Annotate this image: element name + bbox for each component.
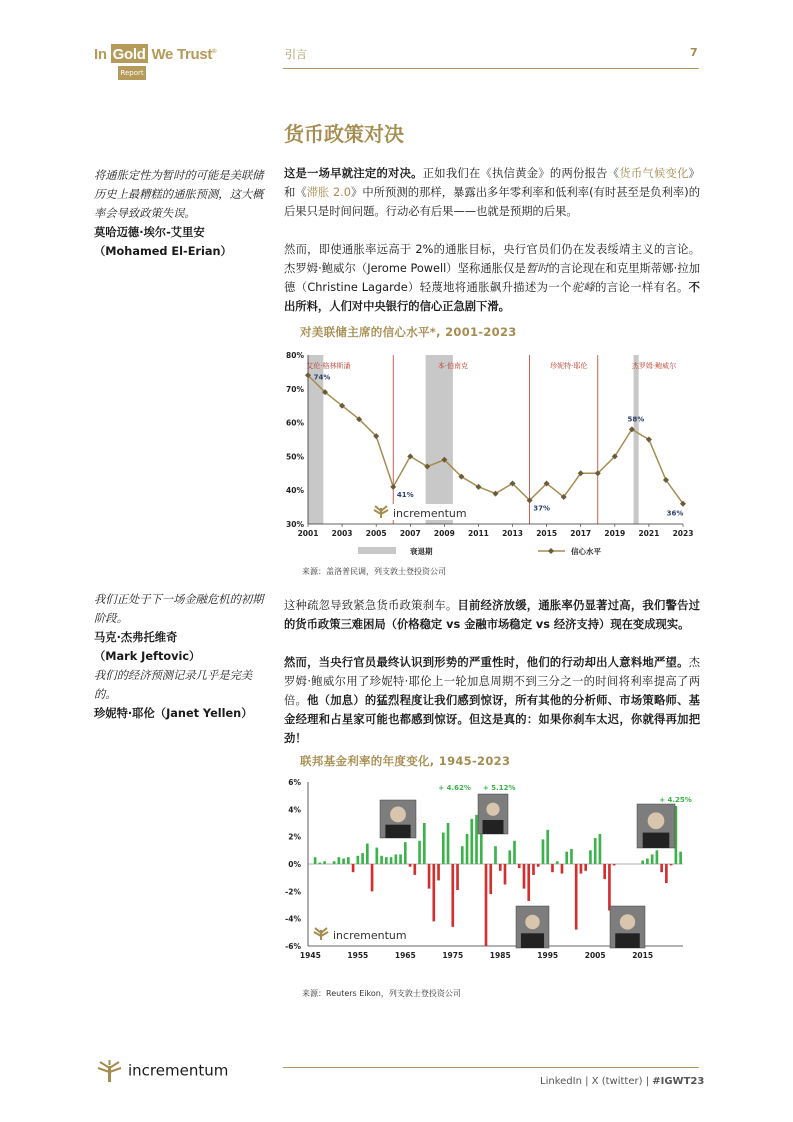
- p2-text-2: 的言论现在和克里斯蒂娜·拉加德（Christine Lagarde）轻蔑地将通胀飙升描述为一个: [284, 262, 700, 294]
- data-label: + 4.62%: [438, 784, 471, 792]
- x-tick-label: 2001: [297, 529, 319, 538]
- p4-bold-2: 他（加息）的猛烈程度让我们感到惊讶，所有其他的分析师、市场策略师、基金经理和占星家可能也都感到惊讶。但这是真的：如果你刹车太迟，你就得再加把劲！: [284, 694, 700, 745]
- recession-band: [634, 355, 639, 524]
- portrait-suit: [643, 833, 670, 848]
- bar: [333, 861, 336, 864]
- chart2-source: 来源：Reuters Eikon，列支敦士登投资公司: [302, 989, 461, 998]
- header-divider: [283, 68, 699, 69]
- x-tick-label: 2017: [570, 529, 592, 538]
- quote-author: 莫哈迈德·埃尔-艾里安: [94, 226, 205, 239]
- chair-name-label: 艾伦·格林斯潘: [306, 362, 351, 370]
- y-tick-label: 50%: [286, 452, 304, 462]
- data-label: 58%: [627, 415, 645, 424]
- y-tick-label: 40%: [286, 486, 304, 496]
- portrait-suit: [521, 933, 544, 948]
- y-tick-label: 0%: [288, 860, 301, 869]
- twitter-link[interactable]: X (twitter): [591, 1076, 643, 1087]
- bar: [485, 864, 488, 946]
- portrait-face: [648, 812, 665, 829]
- bar: [613, 864, 616, 865]
- logo-registered: ®: [212, 49, 217, 55]
- x-tick-label: 1955: [347, 951, 369, 960]
- bar: [570, 849, 573, 864]
- incrementum-tree-icon: [96, 1060, 124, 1082]
- y-tick-label: -2%: [285, 887, 301, 897]
- incrementum-watermark-text: incrementum: [333, 929, 407, 942]
- bar: [470, 819, 473, 864]
- fed-funds-chart: [283, 773, 703, 968]
- p3-text-1: 这种疏忽导致紧急货币政策刹车。: [284, 599, 458, 612]
- bar: [404, 842, 407, 864]
- x-tick-label: 2021: [638, 529, 660, 538]
- bar: [670, 864, 673, 865]
- p4-bold-1: 然而，当央行官员最终认识到形势的严重性时，他们的行动却出人意料地严望。: [284, 656, 689, 669]
- bar: [394, 854, 397, 864]
- x-tick-label: 2007: [399, 529, 421, 538]
- bar: [342, 859, 345, 864]
- portrait-face: [525, 915, 540, 930]
- y-tick-label: -4%: [285, 914, 301, 924]
- bar: [461, 846, 464, 864]
- sidebar-quote-1: [94, 166, 266, 261]
- bar: [494, 846, 497, 864]
- bar: [347, 857, 350, 864]
- bar: [499, 864, 502, 871]
- logo-report-label: Report: [118, 66, 146, 80]
- logo-word-gold: Gold: [112, 46, 146, 63]
- data-label: 74%: [313, 373, 331, 382]
- bar: [546, 830, 549, 864]
- bar: [660, 864, 663, 872]
- bar: [319, 863, 322, 864]
- data-label: + 4.25%: [659, 796, 692, 804]
- bar: [504, 864, 507, 885]
- link-monetary-climate-change[interactable]: 货币气候变化: [619, 167, 689, 180]
- y-tick-label: 6%: [288, 778, 301, 787]
- portrait-suit: [615, 933, 640, 948]
- bar: [385, 857, 388, 864]
- incrementum-watermark: [373, 504, 483, 520]
- p1-text-3: 》中所预测的那样，暴露出多年零利率和低利率(有时甚至是负利率)的后果只是时间问题。行动必有后果——也就是预期的后果。: [284, 186, 700, 218]
- legend-confidence-label: 信心水平: [571, 547, 601, 556]
- y-tick-label: 80%: [286, 351, 304, 360]
- link-stagflation-2[interactable]: 滞胀 2.0: [306, 186, 351, 199]
- chart1-source: 来源：盖洛普民调，列支敦士登投资公司: [302, 567, 446, 576]
- bar: [513, 841, 516, 864]
- bar: [418, 841, 421, 864]
- bar: [527, 864, 530, 901]
- bar: [413, 864, 416, 875]
- bar: [561, 864, 564, 874]
- bar: [409, 864, 412, 867]
- quote-author-en: （Mohamed El-Erian）: [94, 245, 232, 258]
- footer-links: [540, 1076, 704, 1087]
- p2-text-1: 然而，即使通胀率远高于 2%的通胀目标，央行官员们仍在发表绥靖主义的言论。杰罗姆·鲍威尔（Jerome Powell）坚称通胀仅是: [284, 243, 700, 275]
- x-tick-label: 2023: [672, 529, 694, 538]
- x-tick-label: 2015: [632, 951, 654, 960]
- x-tick-label: 1975: [442, 951, 464, 960]
- bar: [323, 861, 326, 864]
- chart1-title: 对美联储主席的信心水平*, 2001-2023: [300, 325, 517, 339]
- paragraph-2: [284, 240, 700, 316]
- sidebar-quote-2: [94, 590, 266, 723]
- x-tick-label: 2019: [604, 529, 626, 538]
- y-tick-label: 60%: [286, 418, 304, 428]
- bar: [518, 864, 521, 868]
- bar: [551, 864, 554, 872]
- data-label: 41%: [396, 490, 414, 499]
- bar: [603, 864, 606, 879]
- bar: [651, 854, 654, 864]
- bar: [665, 864, 668, 883]
- bar: [575, 864, 578, 930]
- confidence-chart: [283, 344, 703, 564]
- bar: [423, 823, 426, 864]
- paragraph-1: [284, 164, 700, 221]
- y-tick-label: 4%: [288, 805, 301, 815]
- chair-name-label: 杰罗姆·鲍威尔: [631, 362, 677, 370]
- bar: [537, 864, 540, 867]
- bar: [565, 852, 568, 864]
- bar: [466, 834, 469, 864]
- x-tick-label: 2015: [536, 529, 558, 538]
- bar: [390, 857, 393, 864]
- bar: [589, 850, 592, 864]
- quote-text-jeftovic: 我们正处于下一场金融危机的初期阶段。: [94, 593, 264, 625]
- x-tick-label: 2003: [331, 529, 353, 538]
- x-tick-label: 1945: [299, 951, 321, 960]
- portrait-face: [486, 803, 499, 816]
- recession-band: [426, 355, 453, 524]
- footer-sep-1: |: [585, 1076, 589, 1087]
- bar: [371, 864, 374, 891]
- y-tick-label: 30%: [286, 520, 304, 529]
- bar: [489, 864, 492, 894]
- linkedin-link[interactable]: LinkedIn: [540, 1076, 582, 1087]
- bar: [594, 838, 597, 864]
- quote-text: 将通胀定性为暂时的可能是美联储历史上最糟糕的通胀预测，这大概率会导致政策失误。: [94, 169, 264, 220]
- p2-italic-1: 暂时: [525, 262, 549, 275]
- data-point: [390, 484, 396, 490]
- bar: [542, 839, 545, 864]
- p2-italic-2: 驼峰: [571, 281, 596, 294]
- chair-name-label: 本·伯南克: [437, 362, 469, 370]
- y-tick-label: 70%: [286, 384, 304, 394]
- hashtag-link[interactable]: #IGWT23: [652, 1076, 705, 1087]
- p2-text-3: 的言论一样有名。: [595, 281, 689, 294]
- x-tick-label: 2013: [502, 529, 523, 538]
- bar: [599, 834, 602, 864]
- quote-text-yellen: 我们的经济预测记录几乎是完美的。: [94, 669, 253, 701]
- bar: [456, 864, 459, 890]
- data-label: 36%: [666, 509, 684, 518]
- data-label: 37%: [533, 504, 550, 513]
- x-tick-label: 2005: [365, 529, 387, 538]
- x-tick-label: 2011: [468, 529, 489, 538]
- incrementum-watermark-text: incrementum: [393, 507, 467, 520]
- p3-bold: 目前经济放缓，通胀率仍显著过高，我们警告过的货币政策三难困局（价格稳定 vs 金融市场稳定 vs 经济支持）现在变成现实。: [284, 599, 700, 631]
- x-tick-label: 2009: [433, 529, 455, 538]
- bar: [580, 864, 583, 874]
- bar: [357, 856, 360, 864]
- quote-author-jeftovic-en: （Mark Jeftovic）: [94, 650, 201, 663]
- portrait-suit: [483, 820, 504, 834]
- paragraph-3: [284, 596, 700, 634]
- bar: [314, 857, 317, 864]
- data-label: + 5.12%: [482, 784, 516, 792]
- bar: [399, 854, 402, 864]
- bar: [432, 864, 435, 921]
- bar: [451, 864, 454, 927]
- page-title: 货币政策对决: [284, 122, 404, 146]
- bar: [532, 864, 535, 875]
- quote-author-yellen: 珍妮特·耶伦（Janet Yellen）: [94, 707, 253, 720]
- footer-brand-text: incrementum: [128, 1061, 229, 1080]
- section-name: 引言: [285, 48, 307, 61]
- bar: [366, 844, 369, 865]
- page-number: 7: [690, 46, 698, 59]
- bar: [523, 864, 526, 889]
- bar: [352, 864, 355, 872]
- bar: [380, 856, 383, 864]
- footer-divider: [283, 1067, 699, 1068]
- logo-word-in: In: [94, 46, 107, 63]
- p1-text-1: 正如我们在《执信黄金》的两份报告《: [422, 167, 620, 180]
- bar: [584, 864, 587, 871]
- bar: [679, 852, 682, 864]
- confidence-line: [308, 375, 683, 503]
- bar: [447, 823, 450, 864]
- incrementum-watermark: [313, 926, 423, 942]
- bar: [556, 861, 559, 864]
- bar: [508, 850, 511, 864]
- p2-bold: 不出所料，人们对中央银行的信心正急剧下滑。: [284, 281, 700, 313]
- bar: [442, 833, 445, 864]
- chart2-title: 联邦基金利率的年度变化, 1945-2023: [300, 754, 511, 768]
- portrait-face: [390, 807, 406, 823]
- portrait-face: [620, 914, 635, 929]
- x-tick-label: 2005: [584, 951, 606, 960]
- legend-confidence-marker: [548, 548, 554, 554]
- bar: [361, 853, 364, 864]
- bar: [376, 848, 379, 864]
- bar: [475, 815, 478, 864]
- y-tick-label: -6%: [285, 942, 301, 951]
- p1-text-2: 》和《: [284, 167, 700, 199]
- bar: [338, 857, 341, 864]
- footer-sep-2: |: [645, 1076, 650, 1087]
- bar: [608, 864, 611, 910]
- logo-word-we-trust: We Trust: [151, 46, 213, 63]
- bar: [646, 859, 649, 864]
- chair-name-label: 珍妮特·耶伦: [550, 362, 588, 370]
- legend-recession-label: 衰退期: [410, 547, 433, 556]
- p4-text-1: 杰罗姆·鲍威尔用了珍妮特·耶伦上一轮加息周期不到三分之一的时间将利率提高了两倍。: [284, 656, 700, 707]
- x-tick-label: 1985: [489, 951, 511, 960]
- legend-recession-swatch: [358, 547, 396, 554]
- bar: [656, 850, 659, 864]
- portrait-suit: [385, 825, 410, 838]
- p1-lead: 这是一场早就注定的对决。: [284, 167, 423, 180]
- paragraph-4: [284, 653, 700, 748]
- x-tick-label: 1995: [537, 951, 559, 960]
- bar: [437, 864, 440, 880]
- bar: [641, 861, 644, 864]
- report-logo: [94, 44, 218, 82]
- y-tick-label: 2%: [288, 832, 301, 842]
- quote-author-jeftovic: 马克·杰弗托维奇: [94, 631, 178, 644]
- footer-brand: [96, 1060, 228, 1082]
- x-tick-label: 1965: [394, 951, 416, 960]
- bar: [428, 864, 431, 889]
